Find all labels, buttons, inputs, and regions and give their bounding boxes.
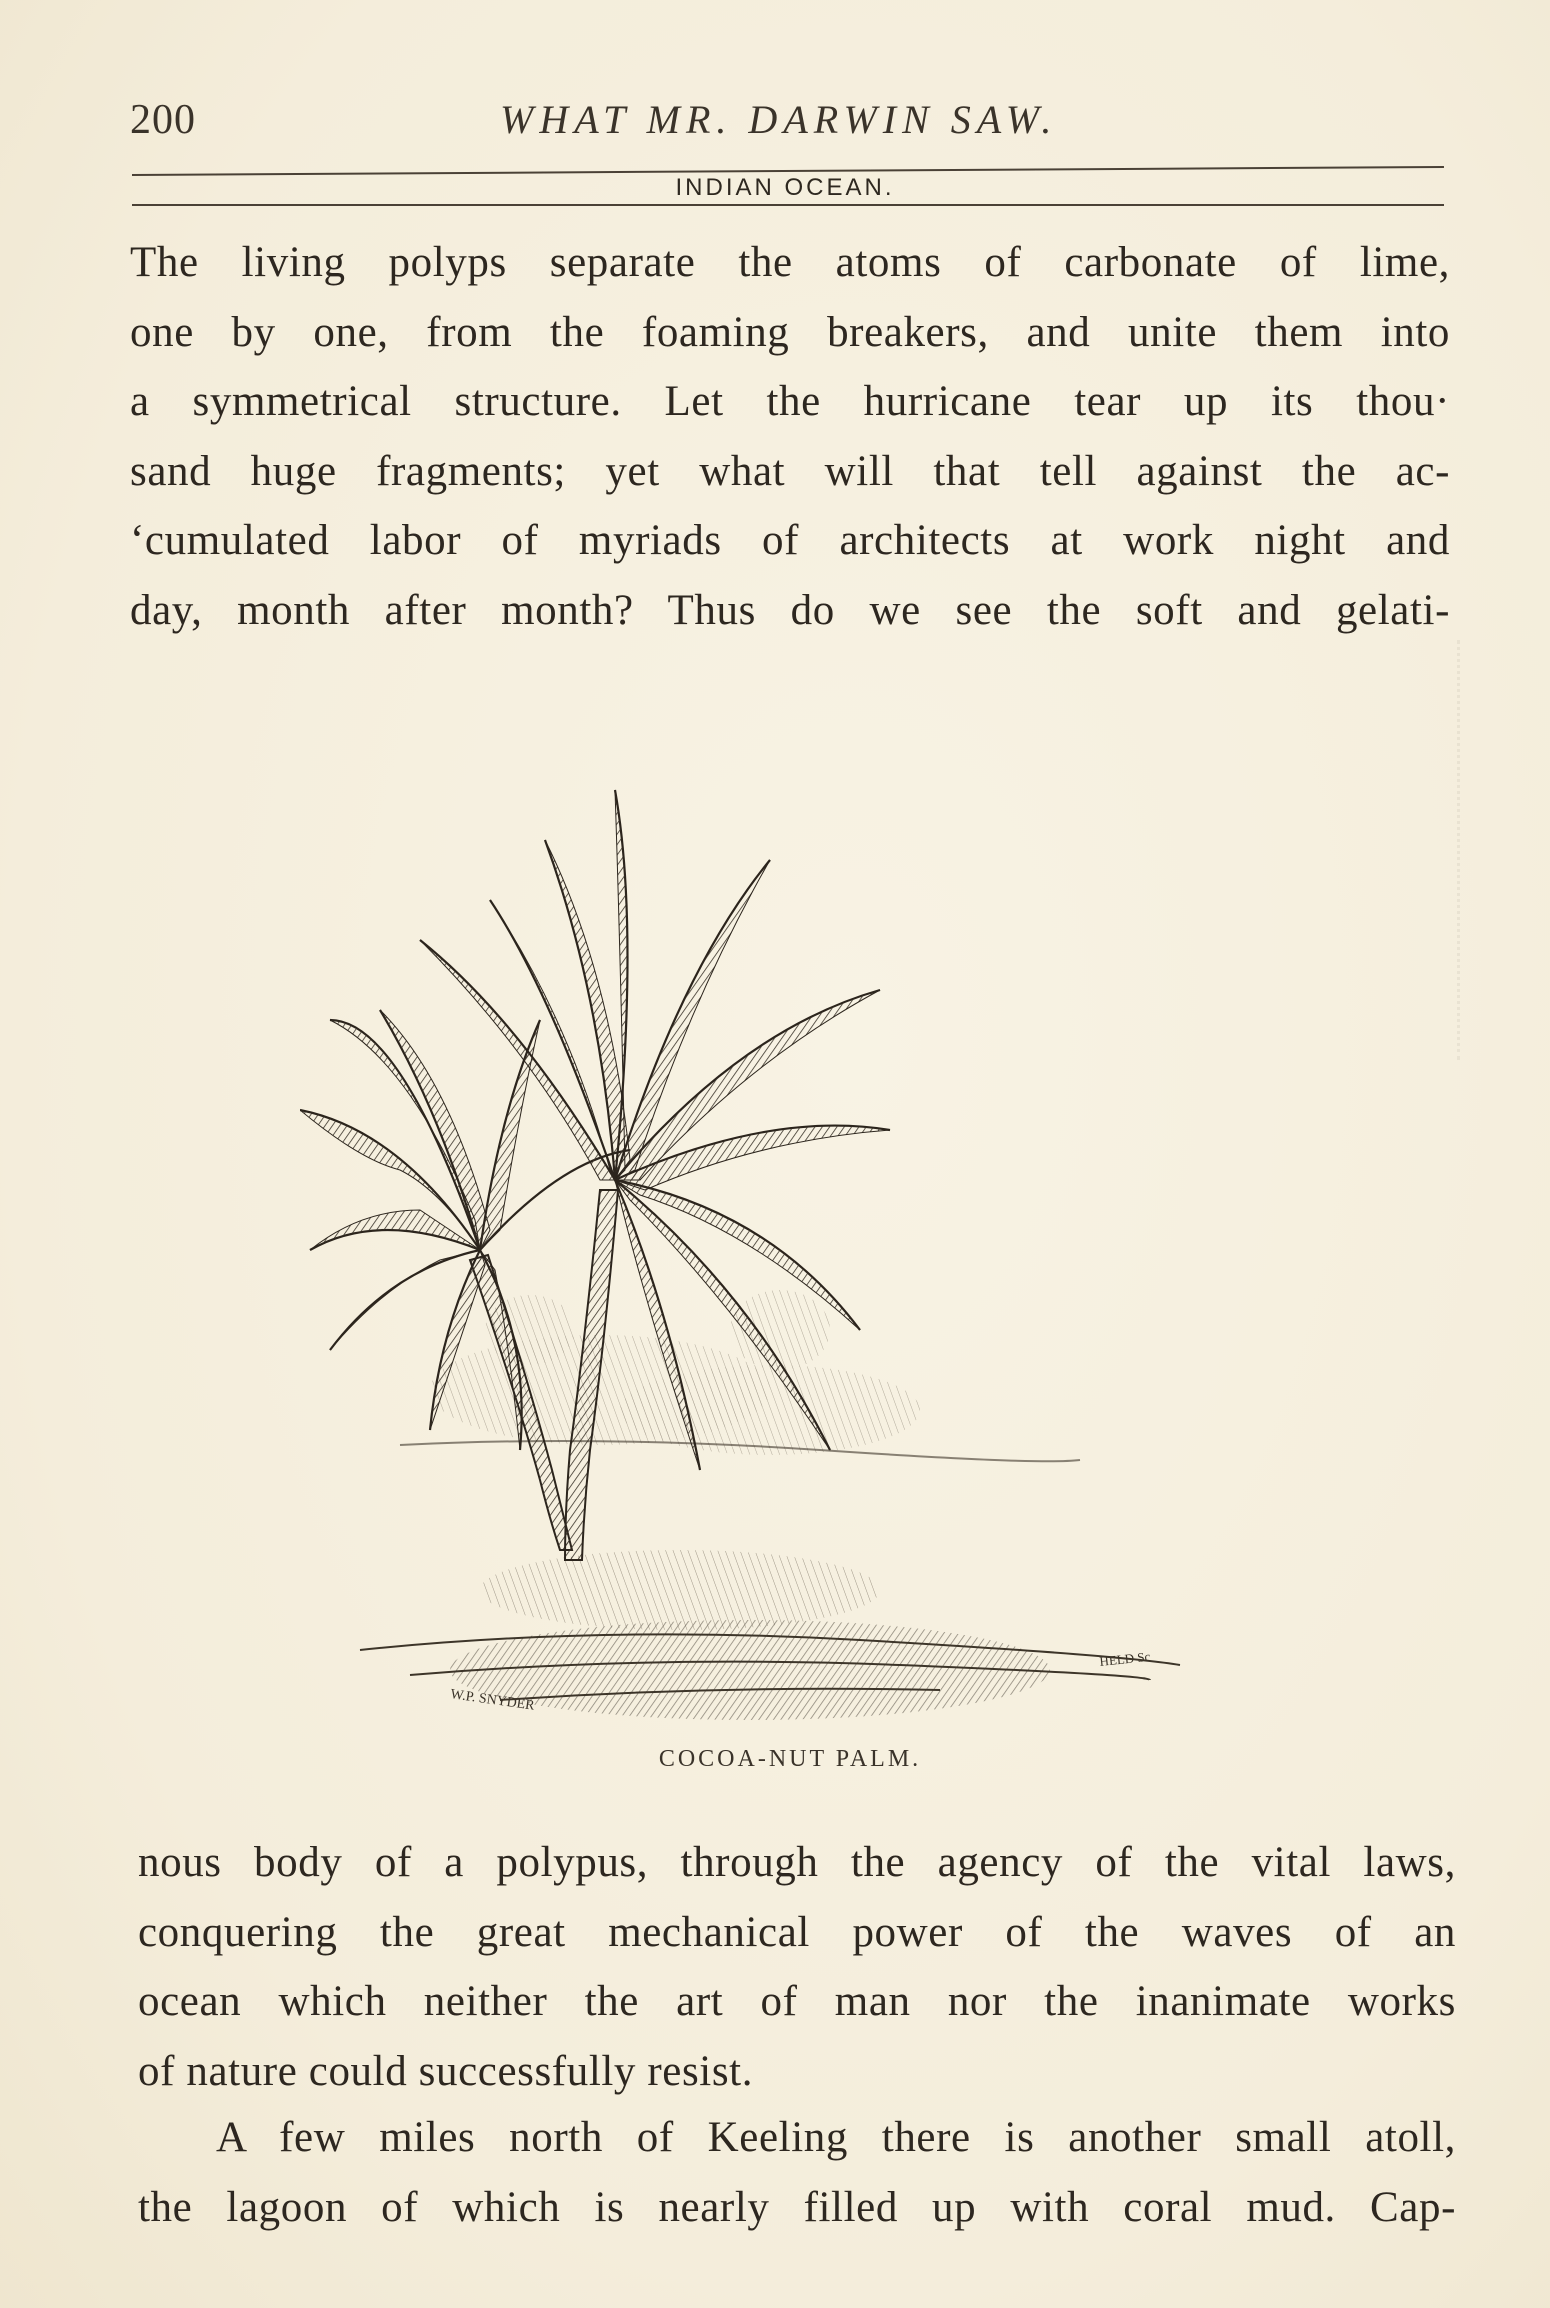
text-line: ‘cumulated labor of myriads of architects at work night and	[130, 517, 1450, 564]
engraver-signature-right: HELD Sc	[1098, 1648, 1151, 1669]
text-line: day, month after month? Thus do we see the soft and gelati-	[130, 586, 1450, 634]
text-line: sand huge fragments; yet what will that tell against the ac-	[130, 447, 1450, 495]
paragraph-1	[130, 228, 1450, 645]
show-through-text	[1417, 640, 1460, 1060]
running-head	[130, 96, 1450, 146]
palm-engraving-svg	[300, 690, 1310, 1730]
text-line: one by one, from the foaming breakers, and unite them into	[130, 308, 1450, 356]
section-heading: INDIAN OCEAN.	[675, 174, 895, 201]
text-line: the lagoon of which is nearly filled up with coral mud. Cap-	[138, 2183, 1456, 2231]
text-line: conquering the great mechanical power of the waves of an	[138, 1908, 1456, 1956]
text-line: of nature could successfully resist.	[138, 2047, 754, 2095]
paragraph-2	[138, 1828, 1456, 2106]
text-line: A few miles north of Keeling there is another small atoll,	[216, 2114, 1456, 2161]
running-title: WHAT MR. DARWIN SAW.	[500, 97, 1058, 142]
page-number: 200	[130, 97, 196, 143]
header-rule-bottom	[132, 204, 1444, 206]
text-line: a symmetrical structure. Let the hurricane tear up its thou·	[130, 378, 1450, 425]
text-line: The living polyps separate the atoms of carbonate of lime,	[130, 239, 1450, 286]
text-line: nous body of a polypus, through the agency of the vital laws,	[138, 1839, 1456, 1886]
engraver-signature-left: W.P. SNYDER	[449, 1687, 536, 1714]
figure-caption: COCOA-NUT PALM.	[658, 1746, 922, 1772]
paragraph-3	[138, 2103, 1456, 2242]
text-line: ocean which neither the art of man nor the inanimate works	[138, 1978, 1456, 2025]
palm-illustration	[300, 690, 1310, 1730]
